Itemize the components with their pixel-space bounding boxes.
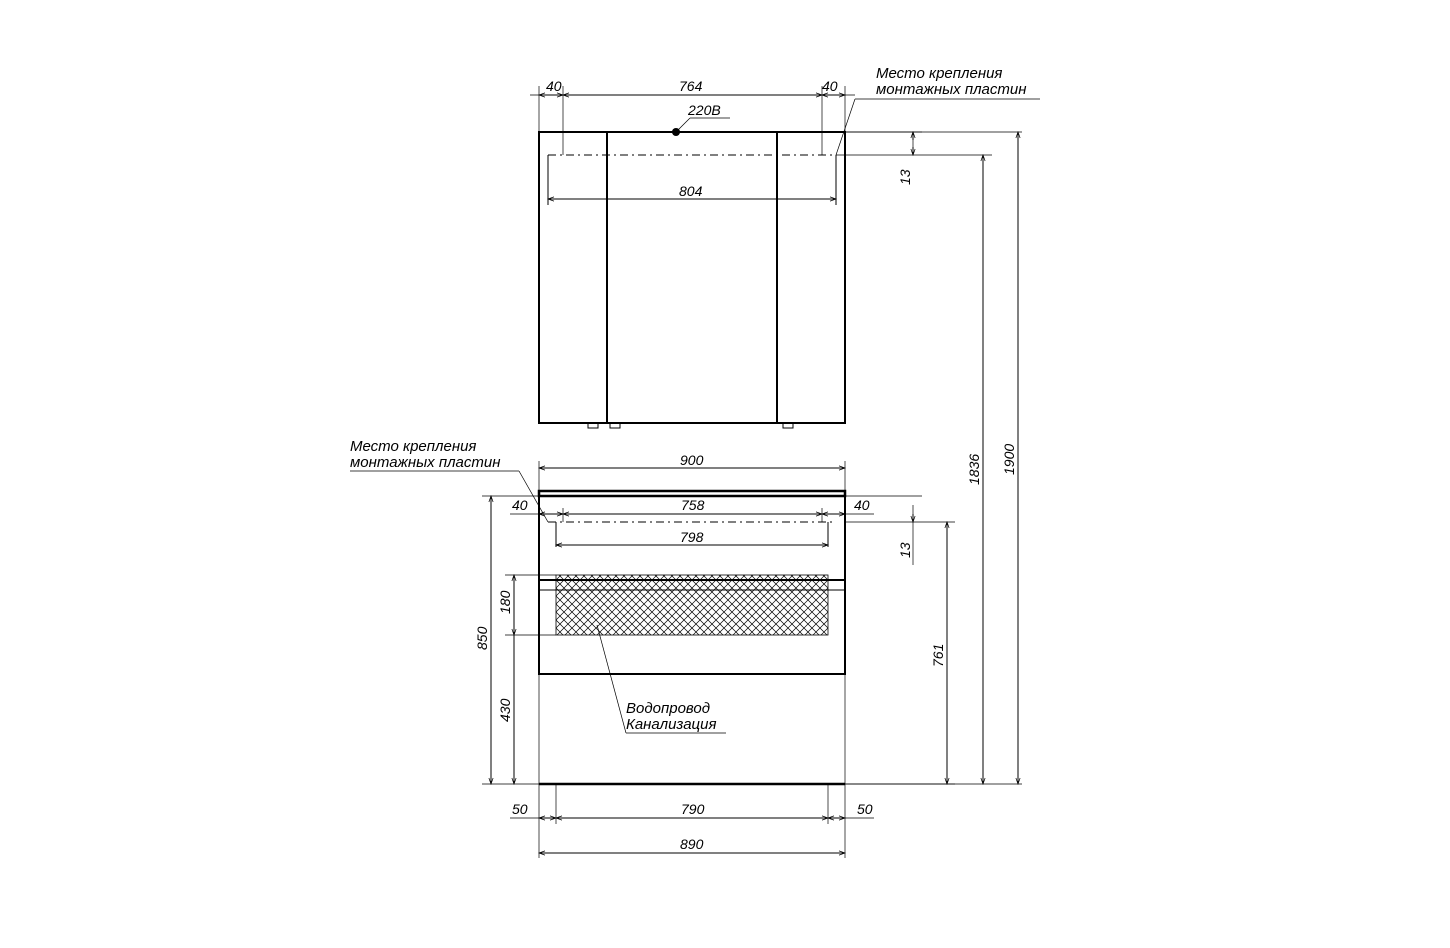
vanity-body-height: 850 — [474, 626, 490, 650]
mirror-dim-outer: 804 — [679, 183, 703, 199]
plumbing-zone — [556, 575, 828, 635]
vanity-dim-outer: 798 — [680, 529, 704, 545]
mirror-mount-note-line1: Место крепления — [876, 65, 1003, 82]
vanity-base-width: 890 — [680, 836, 704, 852]
overall-heights — [845, 132, 1022, 784]
power-label: 220В — [688, 102, 721, 118]
foot-dim-left: 50 — [512, 801, 528, 817]
plumbing-leader — [597, 625, 626, 733]
vanity-dim-right: 40 — [854, 497, 870, 513]
plumbing-note-line2: Канализация — [626, 716, 717, 733]
mirror-dim-span: 764 — [679, 78, 703, 94]
vanity-unit — [350, 438, 955, 858]
vanity-dim-span: 758 — [681, 497, 705, 513]
mirror-mount-height: 1836 — [966, 453, 982, 485]
foot-dim-span: 790 — [681, 801, 705, 817]
mirror-cabinet-outline — [539, 132, 845, 423]
mirror-mount-note-line2: монтажных пластин — [876, 81, 1027, 98]
vanity-mount-note-line1: Место крепления — [350, 438, 477, 455]
mirror-dim-drop: 13 — [897, 169, 913, 185]
mirror-cabinet — [530, 65, 1040, 428]
plumbing-note-line1: Водопровод — [626, 700, 711, 717]
vanity-mount-height: 761 — [930, 643, 946, 667]
vanity-drawer-height: 180 — [497, 590, 513, 614]
foot-dim-right: 50 — [857, 801, 873, 817]
mirror-dim-left: 40 — [546, 78, 562, 94]
vanity-mount-note-line2: монтажных пластин — [350, 454, 501, 471]
vanity-dim-left: 40 — [512, 497, 528, 513]
vanity-dim-drop: 13 — [897, 542, 913, 558]
total-height: 1900 — [1001, 443, 1017, 475]
vanity-top-width: 900 — [680, 452, 704, 468]
vanity-floor-gap: 430 — [497, 698, 513, 722]
mirror-dim-right: 40 — [822, 78, 838, 94]
power-leader — [676, 118, 690, 132]
